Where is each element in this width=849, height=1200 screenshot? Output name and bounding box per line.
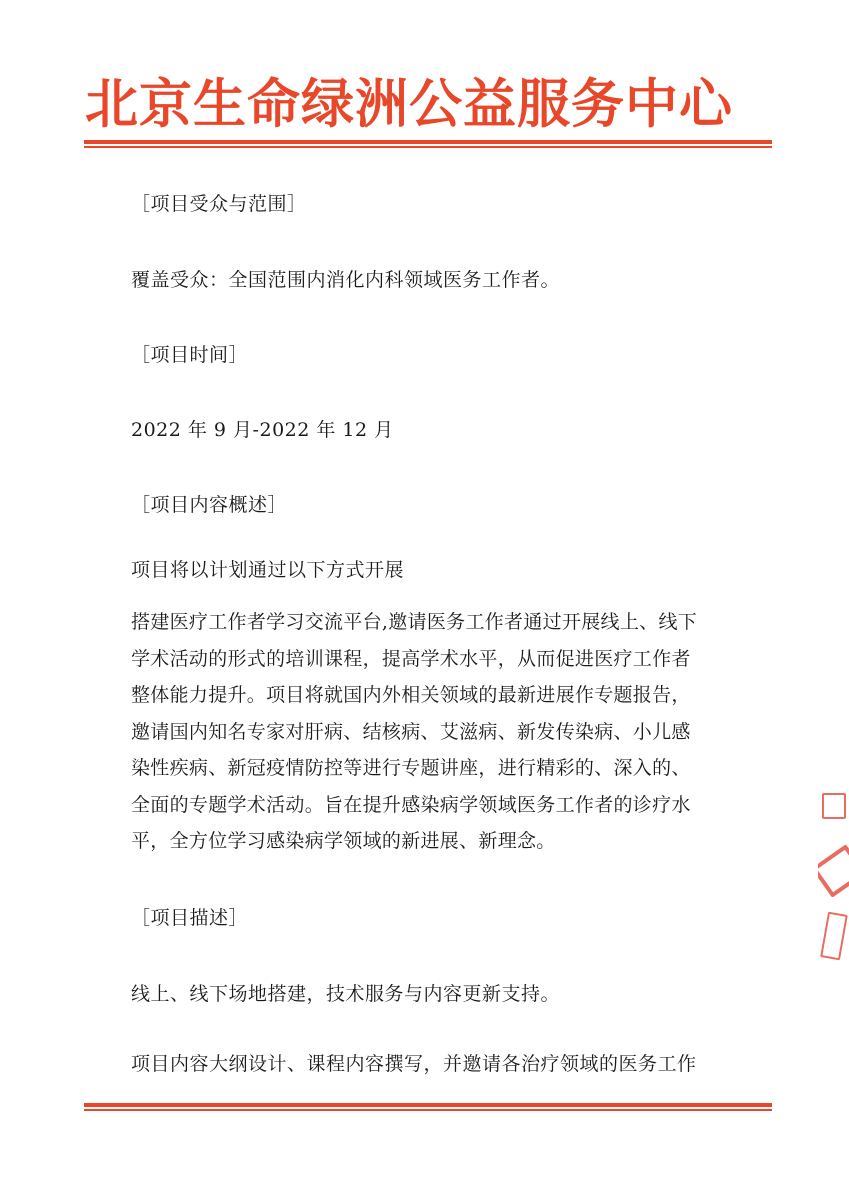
paragraph-line: 整体能力提升。项目将就国内外相关领域的最新进展作专题报告， bbox=[131, 684, 691, 706]
overview-paragraph bbox=[131, 608, 721, 864]
paragraph-line: 全面的专题学术活动。旨在提升感染病学领域医务工作者的诊疗水 bbox=[131, 793, 691, 816]
description-line-1: 线上、线下场地搭建，技术服务与内容更新支持。 bbox=[131, 983, 561, 1005]
seal-stamp-edge bbox=[818, 785, 849, 965]
section-heading-time: ［项目时间］ bbox=[131, 344, 249, 366]
letterhead-bottom-rule bbox=[84, 1103, 772, 1111]
section-text-time: 2022 年 9 月-2022 年 12 月 bbox=[131, 419, 394, 441]
org-letterhead-title: 北京生命绿洲公益服务中心 bbox=[85, 74, 733, 135]
section-heading-overview: ［项目内容概述］ bbox=[131, 494, 288, 516]
paragraph-line: 学术活动的形式的培训课程，提高学术水平，从而促进医疗工作者 bbox=[131, 647, 691, 670]
paragraph-line: 平，全方位学习感染病学领域的新进展、新理念。 bbox=[131, 830, 556, 852]
section-text-audience: 覆盖受众：全国范围内消化内科领域医务工作者。 bbox=[131, 269, 561, 291]
letterhead-top-rule bbox=[84, 140, 772, 148]
paragraph-line: 染性疾病、新冠疫情防控等进行专题讲座，进行精彩的、深入的、 bbox=[131, 757, 691, 779]
paragraph-line: 邀请国内知名专家对肝病、结核病、艾滋病、新发传染病、小儿感 bbox=[131, 720, 691, 743]
paragraph-line: 搭建医疗工作者学习交流平台,邀请医务工作者通过开展线上、线下 bbox=[131, 611, 698, 633]
section-heading-audience: ［项目受众与范围］ bbox=[131, 193, 307, 215]
section-text-overview-intro: 项目将以计划通过以下方式开展 bbox=[131, 559, 405, 581]
section-heading-description: ［项目描述］ bbox=[131, 907, 249, 929]
description-line-2: 项目内容大纲设计、课程内容撰写，并邀请各治疗领域的医务工作 bbox=[131, 1053, 697, 1075]
